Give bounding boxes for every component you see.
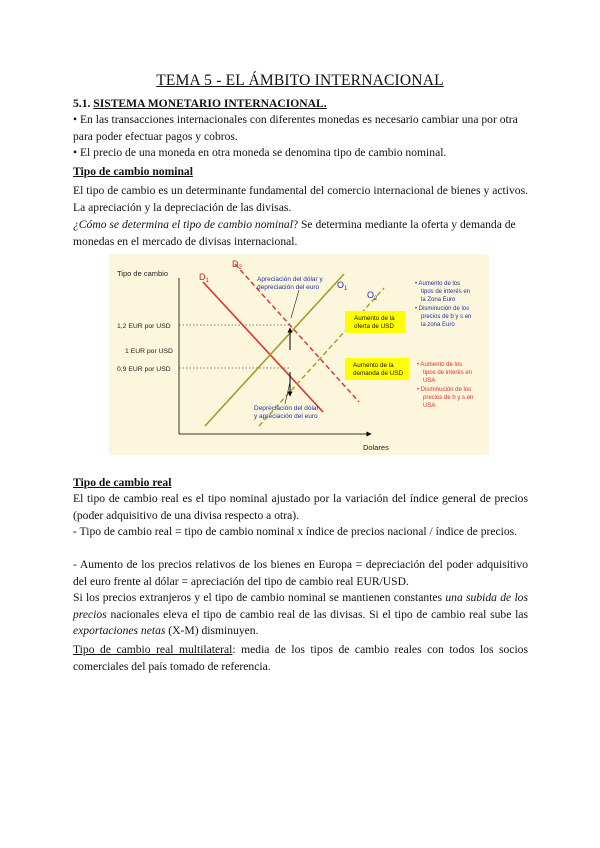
question-rest: ? Se determina mediante la oferta y demanda de monedas en el mercado de divisas internacional. [73, 218, 516, 248]
multilateral-paragraph [73, 642, 528, 675]
o1-label: $O_1$ [337, 280, 348, 292]
real-paragraph-3: - Aumento de los precios relativos de los bienes en Europa = depreciación del poder adquisitivo del euro frente al dólar = apreciación del tipo de cambio real EUR/USD. [73, 558, 528, 588]
real-paragraph-2: - Tipo de cambio real = tipo de cambio nominal x índice de precios nacional / índice de precios. [73, 525, 518, 538]
diagram-svg [109, 254, 489, 455]
supply-increase-text: Aumento de la oferta de USD [354, 315, 395, 330]
supply-curve-o1 [205, 274, 344, 426]
section-number: 5.1. [73, 97, 91, 110]
y-axis-label: Tipo de cambio [117, 269, 168, 278]
d1-label: $D_1$ [199, 272, 209, 284]
red-notes: • Aumento de los tipos de interés en USA • Disminución de los precios de b y s en USA [417, 362, 474, 409]
question-italic: ¿Cómo se determina el tipo de cambio nominal [73, 218, 293, 231]
section-name: SISTEMA MONETARIO INTERNACIONAL. [93, 97, 327, 110]
exchange-rate-diagram [109, 254, 489, 455]
rate-mid-label: 1 EUR por USD [125, 348, 173, 355]
page-title: TEMA 5 - EL ÁMBITO INTERNACIONAL [156, 72, 444, 89]
rate-high-label: 1,2 EUR por USD [117, 323, 171, 330]
blue-notes: • Aumento de los tipos de interés en la Zona Euro • Disminución de los precios de b y s en la zona Euro [415, 281, 472, 328]
nominal-heading: Tipo de cambio nominal [73, 165, 193, 178]
real-heading: Tipo de cambio real [73, 476, 172, 489]
multilateral-text: : media de los tipos de cambio reales con todos los socios comerciales del país tomado de referencia. [73, 643, 528, 673]
rate-low-label: 0,9 EUR por USD [117, 366, 171, 373]
section-heading [73, 96, 528, 113]
annotation-appreciation: Apreciación del dólar y depreciación del euro [257, 276, 323, 291]
nominal-paragraph: El tipo de cambio es un determinante fundamental del comercio internacional de bienes y activos. La apreciación y la depreciación de las divisas. [73, 184, 528, 214]
o2-label: $O_2$ [367, 290, 378, 302]
bullet-item: • El precio de una moneda en otra moneda se denomina tipo de cambio nominal. [73, 146, 447, 159]
d2-label: $D_2$ [232, 259, 242, 271]
annotation-depreciation: Depreciación del dólar y apreciación del euro [254, 405, 319, 420]
bullet-item: • En las transacciones internacionales con diferentes monedas es necesario cambiar una por otra para poder efectuar pagos y cobros. [73, 113, 518, 143]
real-paragraph-4: Si los precios extranjeros y el tipo de cambio nominal se mantienen constantes una subida de los precios nacionales eleva el tipo de cambio real de las divisas. Si el tipo de cambio real sube las exportaciones netas (X-M) disminuyen. [73, 591, 528, 637]
multilateral-label: Tipo de cambio real multilateral [73, 643, 233, 656]
x-axis-label: Dolares [363, 443, 389, 452]
ann-top-pointer [291, 290, 299, 318]
nominal-question [73, 217, 528, 250]
demand-curve-d1 [203, 282, 323, 412]
demand-increase-text: Aumento de la demanda de USD [353, 362, 404, 377]
real-paragraph-1: El tipo de cambio real es el tipo nominal ajustado por la variación del índice general de precios (poder adquisitivo de una divisa respecto a otra). [73, 492, 528, 522]
